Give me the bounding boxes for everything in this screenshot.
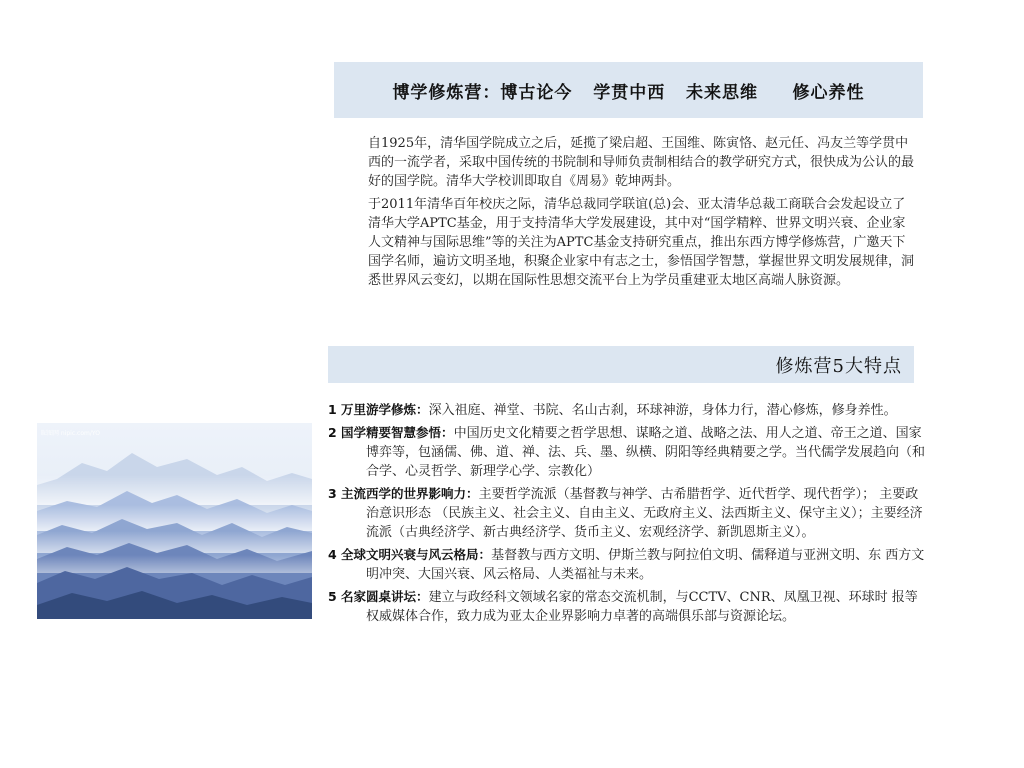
feature-item-4 xyxy=(328,545,928,584)
feature-item-1 xyxy=(328,400,928,420)
intro-section xyxy=(368,134,918,294)
feature-body: 中国历史文化精要之哲学思想、谋略之道、战略之法、用人之道、帝王之道、国家博弈等，包涵儒、佛、道、禅、法、兵、墨、纵横、阴阳等经典精要之学。当代儒学发展趋向（和合学、心灵哲学、新理学心学、宗教化） xyxy=(366,426,926,479)
feature-head: 1 万里游学修炼： xyxy=(328,402,429,417)
feature-head: 3 主流西学的世界影响力： xyxy=(328,486,479,501)
feature-body: 深入祖庭、禅堂、书院、名山古刹，环球神游，身体力行，潜心修炼，修身养性。 xyxy=(428,403,897,418)
image-watermark: 昵图网 nipic.com/YO xyxy=(41,430,100,437)
feature-head: 2 国学精要智慧参悟： xyxy=(328,425,454,440)
title-banner xyxy=(334,62,923,118)
feature-head: 4 全球文明兴衰与风云格局： xyxy=(328,547,492,562)
mountain-landscape-drawing xyxy=(37,423,312,619)
feature-item-5 xyxy=(328,587,928,626)
page-title: 博学修炼营：博古论今 学贯中西 未来思维 修心养性 xyxy=(392,82,865,103)
feature-body: 基督教与西方文明、伊斯兰教与阿拉伯文明、儒释道与亚洲文明、东 西方文明冲突、大国兴衰、风云格局、人类福祉与未来。 xyxy=(366,548,925,582)
intro-paragraph-2: 于2011年清华百年校庆之际，清华总裁同学联谊(总)会、亚太清华总裁工商联合会发起设立了清华大学APTC基金，用于支持清华大学发展建设，其中对“国学精粹、世界文明兴衰、企业家人文精神与国际思维”等的关注为APTC基金支持研究重点，推出东西方博学修炼营，广邀天下国学名师，遍访文明圣地，积聚企业家中有志之士，参悟国学智慧，掌握世界文明发展规律，洞悉世界风云变幻，以期在国际性思想交流平台上为学员重建亚太地区高端人脉资源。 xyxy=(368,197,915,288)
feature-item-3 xyxy=(328,484,928,542)
feature-item-2 xyxy=(328,423,928,481)
feature-head: 5 名家圆桌讲坛： xyxy=(328,589,429,604)
feature-body: 建立与政经科文领域名家的常态交流机制，与CCTV、CNR、凤凰卫视、环球时 报等权威媒体合作，致力成为亚太企业界影响力卓著的高端俱乐部与资源论坛。 xyxy=(366,590,918,624)
intro-paragraph-1: 自1925年，清华国学院成立之后，延揽了梁启超、王国维、陈寅恪、赵元任、冯友兰等学贯中西的一流学者，采取中国传统的书院制和导师负责制相结合的教学研究方式，很快成为公认的最好的国学院。清华大学校训即取自《周易》乾坤两卦。 xyxy=(368,136,915,189)
feature-banner xyxy=(328,346,914,383)
feature-body: 主要哲学流派（基督教与神学、古希腊哲学、近代哲学、现代哲学）； 主要政治意识形态 （民族主义、社会主义、自由主义、无政府主义、法西斯主义、保守主义）；主要经济流派（古典经济学、新古典经济学、货币主义、宏观经济学、新凯恩斯主义）。 xyxy=(366,487,923,540)
feature-heading: 修炼营5大特点 xyxy=(775,356,902,377)
mountain-landscape-image xyxy=(37,423,312,619)
features-list xyxy=(328,400,928,629)
